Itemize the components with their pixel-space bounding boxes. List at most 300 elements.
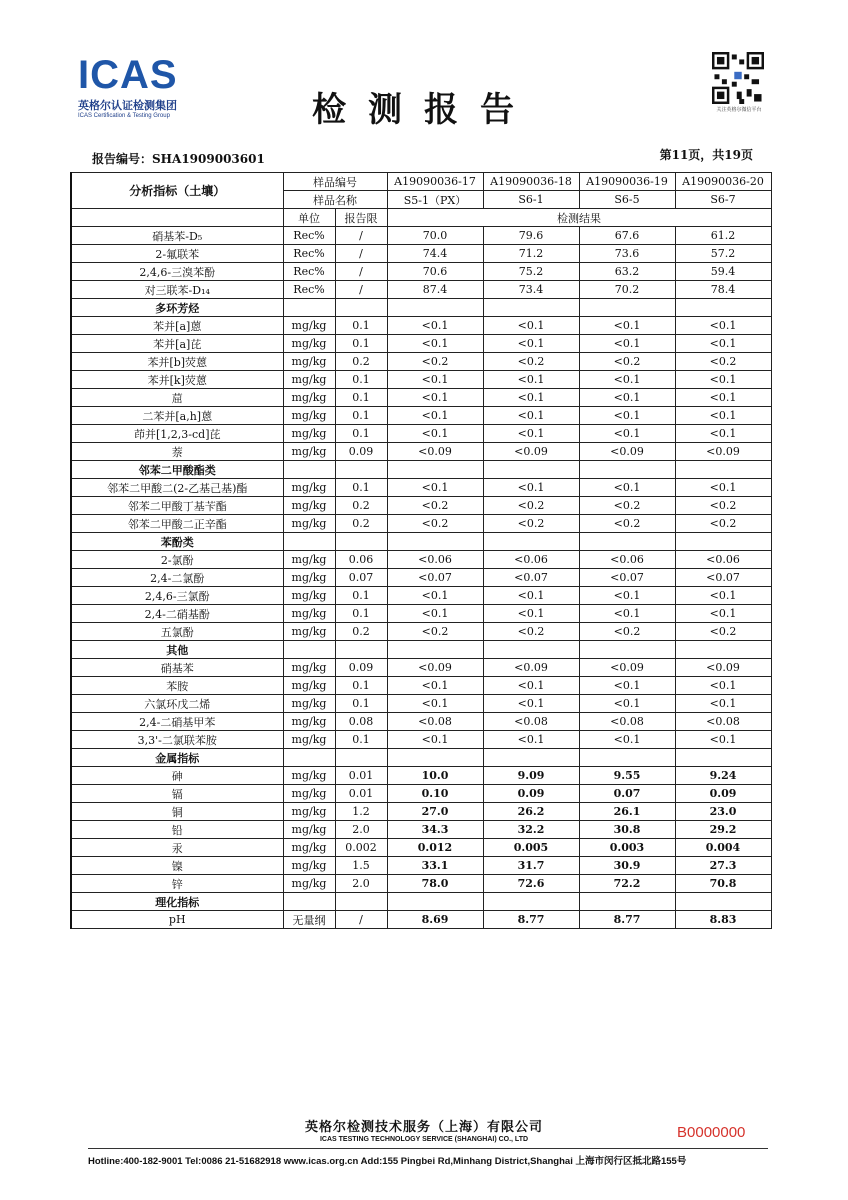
result-cell: 70.6	[387, 263, 483, 281]
sample-name-cell: S6-7	[675, 191, 771, 209]
section-filler-cell	[675, 299, 771, 317]
section-title: 金属指标	[71, 749, 283, 767]
analyte-name: 䓛	[71, 389, 283, 407]
unit-cell: mg/kg	[283, 659, 335, 677]
analyte-name: 对三联苯-D₁₄	[71, 281, 283, 299]
unit-cell: Rec%	[283, 227, 335, 245]
result-cell: <0.2	[579, 515, 675, 533]
analyte-name: 汞	[71, 839, 283, 857]
result-cell: <0.1	[675, 695, 771, 713]
section-filler-cell	[675, 641, 771, 659]
result-cell: <0.1	[579, 407, 675, 425]
section-row	[71, 533, 771, 551]
unit-cell: mg/kg	[283, 803, 335, 821]
unit-header: 单位	[283, 209, 335, 227]
analyte-name: 锌	[71, 875, 283, 893]
limit-cell: 0.1	[335, 731, 387, 749]
result-cell: <0.2	[579, 353, 675, 371]
unit-cell: mg/kg	[283, 353, 335, 371]
analyte-name: 苯并[b]荧蒽	[71, 353, 283, 371]
table-row	[71, 389, 771, 407]
result-cell: <0.2	[483, 515, 579, 533]
result-cell: <0.1	[483, 479, 579, 497]
result-cell: 0.003	[579, 839, 675, 857]
table-row	[71, 551, 771, 569]
limit-cell: 1.2	[335, 803, 387, 821]
result-cell: <0.1	[483, 371, 579, 389]
sample-id-cell: A19090036-20	[675, 173, 771, 191]
result-cell: <0.1	[579, 389, 675, 407]
qr-code-icon	[712, 52, 764, 104]
section-filler-cell	[387, 749, 483, 767]
table-row	[71, 281, 771, 299]
limit-cell: 0.1	[335, 371, 387, 389]
result-cell: <0.2	[675, 497, 771, 515]
result-cell: 34.3	[387, 821, 483, 839]
unit-cell: mg/kg	[283, 425, 335, 443]
result-cell: <0.1	[483, 335, 579, 353]
analyte-name: 苯并[k]荧蒽	[71, 371, 283, 389]
result-cell: <0.1	[675, 407, 771, 425]
limit-cell: 0.1	[335, 407, 387, 425]
sample-name-cell: S6-1	[483, 191, 579, 209]
result-cell: 71.2	[483, 245, 579, 263]
section-filler-cell	[335, 299, 387, 317]
result-cell: 10.0	[387, 767, 483, 785]
result-cell: 26.2	[483, 803, 579, 821]
unit-cell: mg/kg	[283, 731, 335, 749]
section-filler-cell	[579, 893, 675, 911]
limit-cell: 0.09	[335, 443, 387, 461]
result-cell: 23.0	[675, 803, 771, 821]
analyte-name: 砷	[71, 767, 283, 785]
result-cell: <0.09	[579, 659, 675, 677]
section-filler-cell	[283, 461, 335, 479]
analyte-name: 二苯并[a,h]蒽	[71, 407, 283, 425]
section-filler-cell	[283, 893, 335, 911]
section-filler-cell	[387, 893, 483, 911]
result-cell: 9.09	[483, 767, 579, 785]
result-cell: <0.2	[675, 515, 771, 533]
result-cell: <0.1	[483, 317, 579, 335]
result-cell: 67.6	[579, 227, 675, 245]
result-cell: 74.4	[387, 245, 483, 263]
limit-cell: 0.1	[335, 425, 387, 443]
footer-company-cn: 英格尔检测技术服务（上海）有限公司	[304, 1120, 543, 1135]
result-cell: <0.1	[387, 335, 483, 353]
section-filler-cell	[483, 461, 579, 479]
table-row	[71, 605, 771, 623]
result-cell: 8.69	[387, 911, 483, 929]
logo-english-name: ICAS Certification & Testing Group	[78, 113, 170, 119]
section-filler-cell	[483, 749, 579, 767]
result-cell: <0.08	[387, 713, 483, 731]
sample-id-cell: A19090036-17	[387, 173, 483, 191]
section-filler-cell	[335, 749, 387, 767]
analyte-name: 2,4-二硝基甲苯	[71, 713, 283, 731]
table-row	[71, 335, 771, 353]
result-cell: <0.07	[675, 569, 771, 587]
logo-wordmark: ICAS	[78, 53, 178, 97]
section-filler-cell	[283, 299, 335, 317]
barcode-number: B0000000	[677, 1124, 746, 1141]
result-cell: <0.07	[387, 569, 483, 587]
result-cell: 26.1	[579, 803, 675, 821]
result-cell: 27.0	[387, 803, 483, 821]
sample-id-header: 样品编号	[283, 173, 387, 191]
qr-caption: 关注英格尔微信平台	[716, 107, 762, 113]
table-row	[71, 227, 771, 245]
result-cell: <0.1	[387, 677, 483, 695]
section-filler-cell	[483, 533, 579, 551]
result-cell: 70.8	[675, 875, 771, 893]
result-cell: <0.09	[483, 443, 579, 461]
section-row	[71, 461, 771, 479]
analyte-name: 镍	[71, 857, 283, 875]
section-filler-cell	[675, 461, 771, 479]
analyte-name: pH	[71, 911, 283, 929]
table-row	[71, 497, 771, 515]
result-cell: <0.08	[675, 713, 771, 731]
result-cell: <0.08	[483, 713, 579, 731]
analyte-name: 邻苯二甲酸二(2-乙基己基)酯	[71, 479, 283, 497]
limit-cell: 0.1	[335, 695, 387, 713]
result-cell: <0.1	[387, 731, 483, 749]
unit-cell: mg/kg	[283, 587, 335, 605]
result-cell: <0.1	[675, 425, 771, 443]
unit-cell: mg/kg	[283, 551, 335, 569]
limit-cell: 0.1	[335, 389, 387, 407]
result-cell: <0.1	[483, 605, 579, 623]
unit-cell: Rec%	[283, 263, 335, 281]
unit-cell: mg/kg	[283, 317, 335, 335]
table-row	[71, 659, 771, 677]
analyte-name: 铅	[71, 821, 283, 839]
section-filler-cell	[675, 533, 771, 551]
analyte-name: 五氯酚	[71, 623, 283, 641]
unit-cell: mg/kg	[283, 695, 335, 713]
unit-cell: mg/kg	[283, 839, 335, 857]
section-filler-cell	[387, 461, 483, 479]
section-filler-cell	[483, 299, 579, 317]
analyte-name: 苯并[a]芘	[71, 335, 283, 353]
section-filler-cell	[579, 299, 675, 317]
result-cell: <0.2	[579, 497, 675, 515]
logo-chinese-name: 英格尔认证检测集团	[78, 99, 177, 112]
table-row	[71, 731, 771, 749]
sample-name-header: 样品名称	[283, 191, 387, 209]
limit-cell: 0.2	[335, 497, 387, 515]
page-number: 第11页，共19页	[659, 148, 753, 162]
result-cell: 0.012	[387, 839, 483, 857]
table-row	[71, 263, 771, 281]
analyte-name: 苯并[a]蒽	[71, 317, 283, 335]
result-cell: <0.2	[675, 353, 771, 371]
limit-cell: 0.1	[335, 677, 387, 695]
result-cell: 57.2	[675, 245, 771, 263]
result-cell: <0.1	[675, 587, 771, 605]
sample-id-cell: A19090036-18	[483, 173, 579, 191]
result-cell: <0.1	[483, 695, 579, 713]
unit-cell: mg/kg	[283, 713, 335, 731]
result-cell: 33.1	[387, 857, 483, 875]
section-filler-cell	[387, 299, 483, 317]
result-cell: <0.06	[675, 551, 771, 569]
result-cell: <0.1	[387, 425, 483, 443]
result-cell: 70.0	[387, 227, 483, 245]
section-filler-cell	[335, 533, 387, 551]
table-row	[71, 515, 771, 533]
result-cell: <0.09	[579, 443, 675, 461]
unit-cell: mg/kg	[283, 335, 335, 353]
section-filler-cell	[675, 749, 771, 767]
result-cell: 8.83	[675, 911, 771, 929]
limit-cell: /	[335, 911, 387, 929]
limit-cell: 2.0	[335, 875, 387, 893]
analyte-name: 邻苯二甲酸二正辛酯	[71, 515, 283, 533]
unit-cell: mg/kg	[283, 443, 335, 461]
table-row	[71, 695, 771, 713]
unit-cell: mg/kg	[283, 767, 335, 785]
result-cell: <0.07	[579, 569, 675, 587]
unit-cell: mg/kg	[283, 857, 335, 875]
limit-cell: /	[335, 245, 387, 263]
unit-cell: 无量纲	[283, 911, 335, 929]
result-cell: 72.2	[579, 875, 675, 893]
result-cell: <0.2	[387, 497, 483, 515]
blank-header-cell	[71, 209, 283, 227]
result-cell: <0.09	[387, 443, 483, 461]
section-filler-cell	[335, 893, 387, 911]
result-cell: 0.09	[675, 785, 771, 803]
result-cell: 27.3	[675, 857, 771, 875]
result-cell: 63.2	[579, 263, 675, 281]
result-cell: <0.09	[675, 659, 771, 677]
section-filler-cell	[283, 641, 335, 659]
analyte-name: 六氯环戊二烯	[71, 695, 283, 713]
result-cell: 78.0	[387, 875, 483, 893]
analyte-name: 2,4,6-三氯酚	[71, 587, 283, 605]
limit-cell: /	[335, 263, 387, 281]
section-filler-cell	[335, 461, 387, 479]
analyte-name: 铜	[71, 803, 283, 821]
result-cell: <0.1	[579, 605, 675, 623]
result-cell: <0.2	[387, 623, 483, 641]
unit-cell: mg/kg	[283, 371, 335, 389]
section-filler-cell	[579, 461, 675, 479]
result-cell: <0.1	[579, 587, 675, 605]
result-cell: 78.4	[675, 281, 771, 299]
result-cell: <0.2	[675, 623, 771, 641]
result-cell: <0.1	[387, 317, 483, 335]
unit-cell: mg/kg	[283, 821, 335, 839]
result-cell: <0.1	[579, 317, 675, 335]
analyte-name: 茚并[1,2,3-cd]芘	[71, 425, 283, 443]
limit-cell: 0.1	[335, 335, 387, 353]
table-row	[71, 911, 771, 929]
result-cell: <0.2	[483, 353, 579, 371]
result-cell: <0.08	[579, 713, 675, 731]
analyte-name: 硝基苯-D₅	[71, 227, 283, 245]
section-filler-cell	[579, 533, 675, 551]
result-cell: <0.06	[387, 551, 483, 569]
table-row	[71, 713, 771, 731]
unit-cell: Rec%	[283, 281, 335, 299]
result-cell: 79.6	[483, 227, 579, 245]
limit-cell: 0.1	[335, 317, 387, 335]
result-cell: <0.1	[387, 371, 483, 389]
limit-cell: /	[335, 227, 387, 245]
result-cell: 87.4	[387, 281, 483, 299]
footer-divider	[88, 1148, 768, 1149]
table-row	[71, 407, 771, 425]
section-filler-cell	[387, 533, 483, 551]
sample-name-cell: S5-1（PX）	[387, 191, 483, 209]
limit-cell: 0.2	[335, 353, 387, 371]
section-title: 苯酚类	[71, 533, 283, 551]
section-title: 理化指标	[71, 893, 283, 911]
limit-cell: 0.08	[335, 713, 387, 731]
table-row	[71, 875, 771, 893]
result-cell: <0.1	[579, 677, 675, 695]
result-cell: <0.2	[387, 353, 483, 371]
section-filler-cell	[483, 893, 579, 911]
table-row	[71, 317, 771, 335]
page-title: 检测报告	[312, 90, 536, 130]
unit-cell: mg/kg	[283, 785, 335, 803]
table-row	[71, 821, 771, 839]
result-cell: <0.2	[483, 497, 579, 515]
analyte-name: 苯胺	[71, 677, 283, 695]
limit-cell: 0.1	[335, 587, 387, 605]
analyte-name: 2,4-二氯酚	[71, 569, 283, 587]
result-cell: <0.1	[387, 479, 483, 497]
result-cell: 72.6	[483, 875, 579, 893]
sample-id-cell: A19090036-19	[579, 173, 675, 191]
limit-cell: 0.1	[335, 605, 387, 623]
analyte-name: 萘	[71, 443, 283, 461]
limit-cell: /	[335, 281, 387, 299]
unit-cell: mg/kg	[283, 515, 335, 533]
result-cell: <0.06	[483, 551, 579, 569]
unit-cell: mg/kg	[283, 497, 335, 515]
analyte-name: 硝基苯	[71, 659, 283, 677]
limit-cell: 0.1	[335, 479, 387, 497]
section-row	[71, 299, 771, 317]
result-cell: <0.1	[675, 479, 771, 497]
table-row	[71, 623, 771, 641]
result-cell: 61.2	[675, 227, 771, 245]
unit-cell: mg/kg	[283, 623, 335, 641]
section-filler-cell	[283, 533, 335, 551]
section-filler-cell	[283, 749, 335, 767]
result-cell: <0.09	[675, 443, 771, 461]
limit-cell: 0.01	[335, 767, 387, 785]
result-cell: <0.1	[675, 371, 771, 389]
footer-contact: Hotline:400-182-9001 Tel:0086 21-51682918 www.icas.org.cn Add:155 Pingbei Rd,Minhang District,Shanghai 上海市闵行区抵北路155号	[88, 1156, 687, 1167]
result-cell: 75.2	[483, 263, 579, 281]
section-row	[71, 641, 771, 659]
table-row	[71, 803, 771, 821]
analyte-name: 2,4-二硝基酚	[71, 605, 283, 623]
table-row	[71, 767, 771, 785]
section-filler-cell	[387, 641, 483, 659]
result-cell: <0.1	[675, 731, 771, 749]
analyte-name: 镉	[71, 785, 283, 803]
result-cell: <0.1	[387, 407, 483, 425]
section-title: 多环芳烃	[71, 299, 283, 317]
result-cell: <0.1	[675, 317, 771, 335]
result-cell: <0.09	[483, 659, 579, 677]
result-cell: 8.77	[579, 911, 675, 929]
result-cell: <0.1	[483, 407, 579, 425]
result-cell: 9.24	[675, 767, 771, 785]
limit-cell: 2.0	[335, 821, 387, 839]
analysis-header: 分析指标（土壤）	[71, 173, 283, 209]
result-cell: <0.1	[387, 695, 483, 713]
table-row	[71, 245, 771, 263]
report-number: 报告编号：SHA1909003601	[92, 152, 265, 166]
unit-cell: mg/kg	[283, 569, 335, 587]
result-cell: 30.9	[579, 857, 675, 875]
limit-cell: 0.07	[335, 569, 387, 587]
result-cell: <0.1	[387, 389, 483, 407]
section-filler-cell	[579, 641, 675, 659]
result-cell: 9.55	[579, 767, 675, 785]
result-cell: 32.2	[483, 821, 579, 839]
result-cell: <0.1	[387, 605, 483, 623]
sample-name-cell: S6-5	[579, 191, 675, 209]
result-cell: <0.1	[579, 695, 675, 713]
result-cell: 0.10	[387, 785, 483, 803]
analyte-name: 2-氯酚	[71, 551, 283, 569]
result-cell: <0.1	[483, 731, 579, 749]
limit-cell: 0.002	[335, 839, 387, 857]
result-cell: 0.004	[675, 839, 771, 857]
result-cell: 0.07	[579, 785, 675, 803]
section-row	[71, 893, 771, 911]
result-cell: 59.4	[675, 263, 771, 281]
unit-cell: mg/kg	[283, 875, 335, 893]
result-cell: <0.1	[579, 479, 675, 497]
result-cell: 73.6	[579, 245, 675, 263]
table-row	[71, 677, 771, 695]
result-cell: <0.06	[579, 551, 675, 569]
table-row	[71, 839, 771, 857]
analyte-name: 2-氟联苯	[71, 245, 283, 263]
section-filler-cell	[483, 641, 579, 659]
result-cell: <0.1	[483, 425, 579, 443]
section-filler-cell	[579, 749, 675, 767]
section-filler-cell	[675, 893, 771, 911]
limit-cell: 0.01	[335, 785, 387, 803]
footer-company-en: ICAS TESTING TECHNOLOGY SERVICE (SHANGHAI) CO., LTD	[319, 1136, 529, 1143]
result-cell: <0.1	[675, 605, 771, 623]
table-row	[71, 371, 771, 389]
result-cell: <0.2	[483, 623, 579, 641]
result-cell: 8.77	[483, 911, 579, 929]
table-row	[71, 479, 771, 497]
result-cell: <0.1	[675, 389, 771, 407]
limit-cell: 0.09	[335, 659, 387, 677]
result-cell: <0.07	[483, 569, 579, 587]
unit-cell: mg/kg	[283, 407, 335, 425]
table-row	[71, 569, 771, 587]
result-cell: <0.1	[483, 677, 579, 695]
result-cell: <0.1	[675, 677, 771, 695]
table-row	[71, 353, 771, 371]
table-row	[71, 587, 771, 605]
